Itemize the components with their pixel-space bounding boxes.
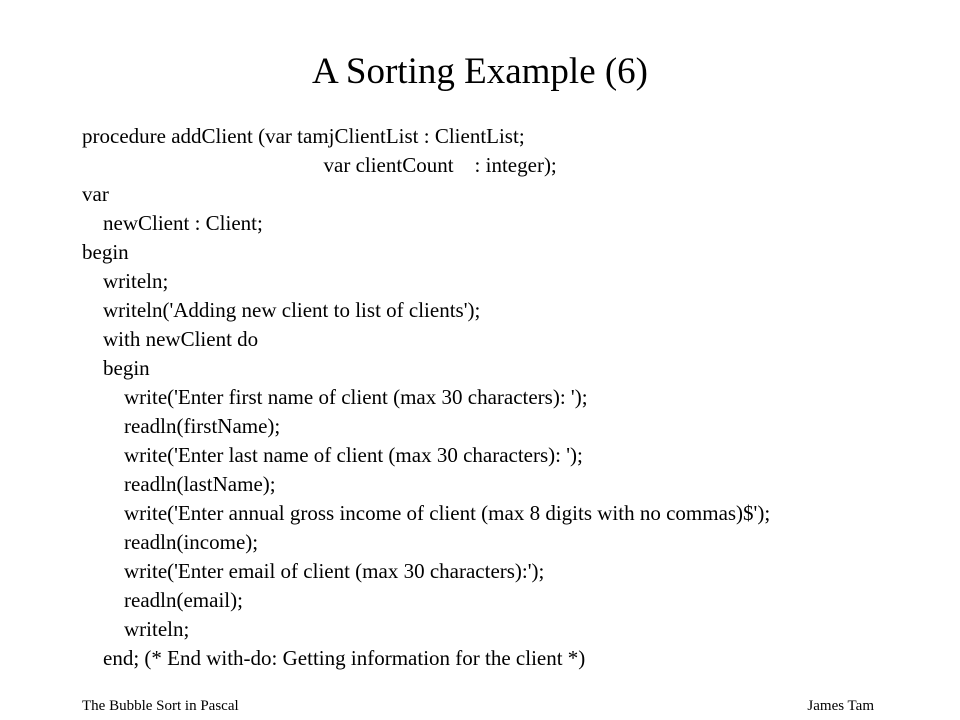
code-line: newClient : Client; — [82, 211, 263, 235]
code-line: readln(lastName); — [82, 472, 276, 496]
code-line: writeln; — [82, 269, 169, 293]
code-line: readln(email); — [82, 588, 243, 612]
code-line: end; (* End with-do: Getting information for the client *) — [82, 646, 586, 670]
code-line: readln(firstName); — [82, 414, 281, 438]
code-line: var clientCount : integer); — [82, 153, 557, 177]
footer-course-title: The Bubble Sort in Pascal — [82, 698, 239, 714]
code-line: procedure addClient (var tamjClientList : ClientList; — [82, 124, 525, 148]
code-line: write('Enter annual gross income of client (max 8 digits with no commas)$'); — [82, 501, 771, 525]
code-line: write('Enter last name of client (max 30 characters): '); — [82, 443, 583, 467]
code-line: write('Enter first name of client (max 30 characters): '); — [82, 385, 588, 409]
code-line: writeln; — [82, 617, 190, 641]
code-line: with newClient do — [82, 327, 259, 351]
code-block — [82, 122, 770, 673]
code-line: begin — [82, 356, 150, 380]
code-line: begin — [82, 240, 129, 264]
footer-author: James Tam — [807, 698, 874, 714]
code-line: var — [82, 182, 109, 206]
code-line: writeln('Adding new client to list of clients'); — [82, 298, 481, 322]
code-line: readln(income); — [82, 530, 259, 554]
code-line: write('Enter email of client (max 30 characters):'); — [82, 559, 545, 583]
slide-title: A Sorting Example (6) — [311, 51, 649, 92]
